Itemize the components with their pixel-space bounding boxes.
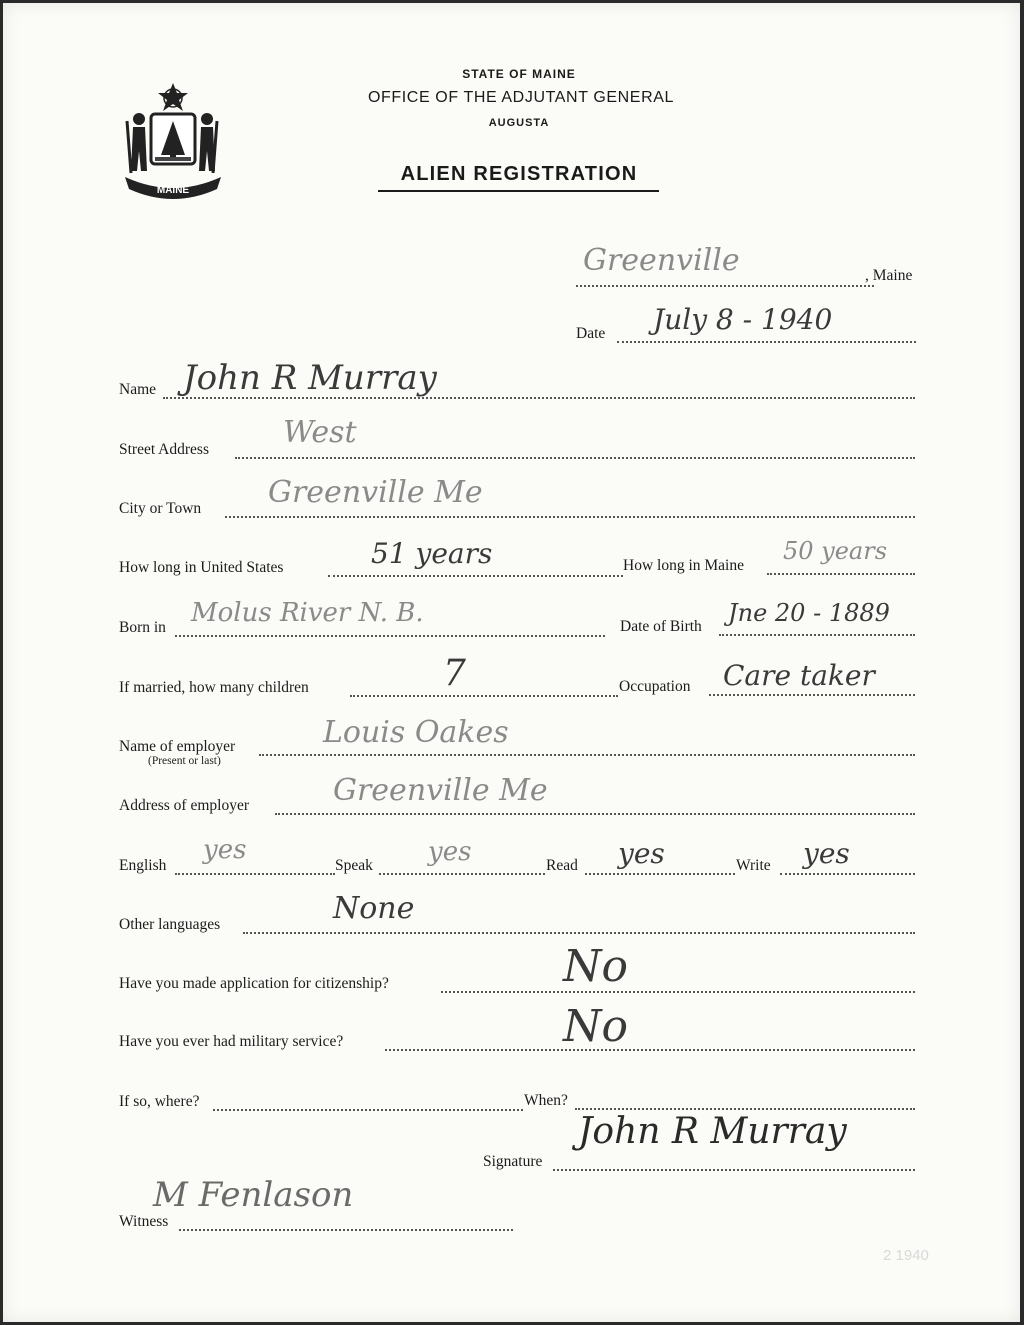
- signature-line: [553, 1169, 915, 1171]
- occupation-line: [709, 694, 915, 696]
- name-label: Name: [119, 381, 157, 398]
- how-long-us-line: [328, 575, 623, 577]
- witness-line: [179, 1229, 513, 1231]
- other-languages-label: Other languages: [119, 916, 221, 933]
- write-line: [780, 873, 915, 875]
- street-value: West: [283, 415, 357, 450]
- office-heading: OFFICE OF THE ADJUTANT GENERAL: [367, 89, 675, 106]
- date-value: July 8 - 1940: [653, 303, 833, 336]
- employer-sub-label: (Present or last): [148, 755, 221, 767]
- citizenship-value: No: [563, 941, 628, 992]
- form-title: ALIEN REGISTRATION: [400, 163, 638, 185]
- citizenship-label: Have you made application for citizenship?: [119, 975, 389, 992]
- state-heading: STATE OF MAINE: [462, 67, 576, 81]
- title-underline: [378, 190, 659, 192]
- speak-label: Speak: [335, 857, 373, 874]
- witness-label: Witness: [119, 1213, 169, 1230]
- write-value: yes: [803, 837, 850, 870]
- city-heading: AUGUSTA: [488, 117, 550, 129]
- how-long-us-value: 51 years: [371, 537, 493, 570]
- where-line: [213, 1109, 523, 1111]
- military-line: [385, 1049, 915, 1051]
- english-value: yes: [203, 835, 247, 865]
- date-line: [617, 341, 916, 343]
- read-label: Read: [546, 857, 578, 874]
- speak-line: [379, 873, 545, 875]
- employer-address-value: Greenville Me: [333, 773, 548, 808]
- signature-label: Signature: [483, 1153, 543, 1170]
- born-in-value: Molus River N. B.: [191, 598, 424, 628]
- read-line: [585, 873, 735, 875]
- town-suffix: , Maine: [865, 267, 913, 284]
- occupation-label: Occupation: [619, 678, 691, 695]
- employer-line: [259, 754, 915, 756]
- how-long-maine-line: [767, 573, 915, 575]
- witness-value: M Fenlason: [153, 1175, 354, 1215]
- born-in-line: [175, 635, 605, 637]
- employer-label: Name of employer: [119, 738, 236, 755]
- born-in-label: Born in: [119, 619, 166, 636]
- military-value: No: [563, 1001, 628, 1052]
- name-value: John R Murray: [183, 358, 437, 398]
- how-long-maine-label: How long in Maine: [623, 557, 744, 574]
- children-value: 7: [443, 653, 466, 694]
- town-line: [576, 285, 874, 287]
- employer-value: Louis Oakes: [323, 715, 509, 750]
- when-line: [575, 1108, 915, 1110]
- children-line: [350, 695, 618, 697]
- date-label: Date: [576, 325, 606, 342]
- english-label: English: [119, 857, 167, 874]
- signature-value: John R Murray: [578, 1111, 847, 1152]
- other-languages-value: None: [333, 891, 415, 926]
- employer-address-label: Address of employer: [119, 797, 249, 814]
- military-label: Have you ever had military service?: [119, 1033, 344, 1050]
- seal-banner-text: MAINE: [156, 185, 190, 196]
- other-languages-line: [243, 932, 915, 934]
- street-label: Street Address: [119, 441, 209, 458]
- english-line: [175, 873, 335, 875]
- when-label: When?: [524, 1092, 568, 1109]
- dob-value: Jne 20 - 1889: [728, 599, 890, 627]
- dob-line: [719, 634, 915, 636]
- town-value: Greenville: [583, 243, 740, 278]
- citizenship-line: [441, 991, 915, 993]
- employer-address-line: [275, 813, 915, 815]
- write-label: Write: [736, 857, 771, 874]
- dob-label: Date of Birth: [620, 618, 702, 635]
- read-value: yes: [618, 837, 665, 870]
- received-stamp: 2 1940: [883, 1247, 929, 1264]
- form-sheet: [3, 3, 1020, 1322]
- city-value: Greenville Me: [268, 475, 483, 510]
- how-long-us-label: How long in United States: [119, 559, 284, 576]
- children-label: If married, how many children: [119, 679, 309, 696]
- street-line: [235, 457, 915, 459]
- city-label: City or Town: [119, 500, 202, 517]
- city-line: [225, 516, 915, 518]
- how-long-maine-value: 50 years: [783, 537, 888, 565]
- speak-value: yes: [428, 837, 472, 867]
- where-label: If so, where?: [119, 1093, 200, 1110]
- occupation-value: Care taker: [723, 659, 875, 692]
